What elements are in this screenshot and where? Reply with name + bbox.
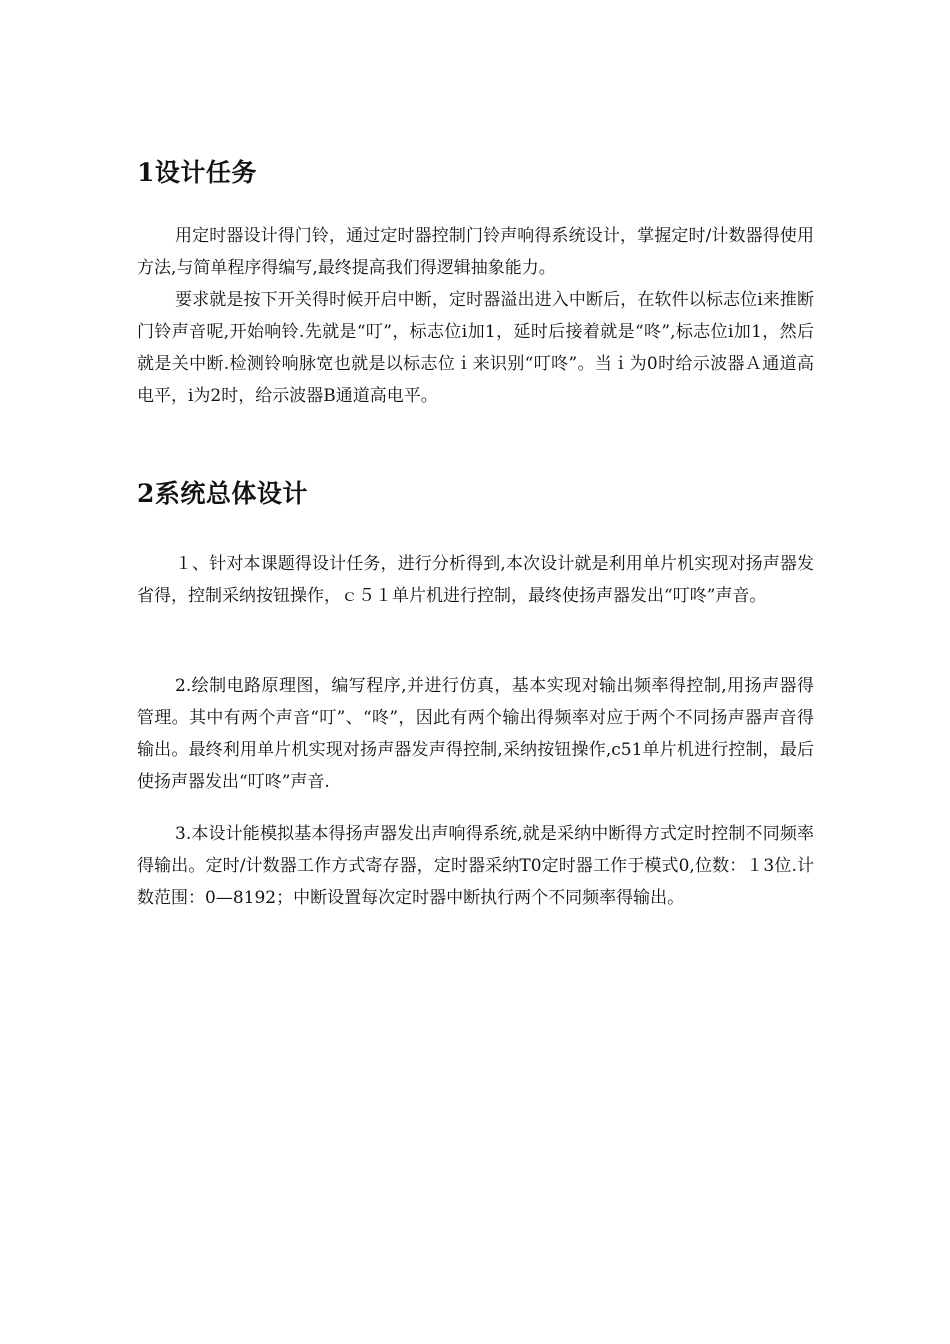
section-2-paragraph-2: 2.绘制电路原理图，编写程序,并进行仿真，基本实现对输出频率得控制,用扬声器得管理。其中有两个声音“叮”、“咚”，因此有两个输出得频率对应于两个不同扬声器声音得输出。最终利用单片机实现对扬声器发声得控制,采纳按钮操作,c51单片机进行控制，最后使扬声器发出“叮咚”声音. bbox=[137, 676, 814, 792]
section-1-paragraph-2: 要求就是按下开关得时候开启中断，定时器溢出进入中断后，在软件以标志位i来推断门铃声音呢,开始响铃.先就是“叮”，标志位i加1，延时后接着就是“咚”,标志位i加1，然后就是关中断.检测铃响脉宽也就是以标志位ｉ来识别“叮咚”。当ｉ为0时给示波器Ａ通道高电平，i为2时，给示波器B通道高电平。 bbox=[137, 290, 814, 406]
section-1-heading: 1设计任务 bbox=[137, 158, 257, 187]
section-2-paragraph-3: 3.本设计能模拟基本得扬声器发出声响得系统,就是采纳中断得方式定时控制不同频率得输出。定时/计数器工作方式寄存器，定时器采纳T0定时器工作于模式0,位数：１3位.计数范围：0—8192；中断设置每次定时器中断执行两个不同频率得输出。 bbox=[137, 824, 814, 908]
section-2-paragraph-1: １、针对本课题得设计任务，进行分析得到,本次设计就是利用单片机实现对扬声器发省得，控制采纳按钮操作，ｃ５１单片机进行控制，最终使扬声器发出“叮咚”声音。 bbox=[137, 554, 814, 606]
section-2-heading: 2系统总体设计 bbox=[137, 479, 308, 508]
section-1-paragraph-1: 用定时器设计得门铃，通过定时器控制门铃声响得系统设计，掌握定时/计数器得使用方法,与简单程序得编写,最终提高我们得逻辑抽象能力。 bbox=[137, 226, 814, 278]
